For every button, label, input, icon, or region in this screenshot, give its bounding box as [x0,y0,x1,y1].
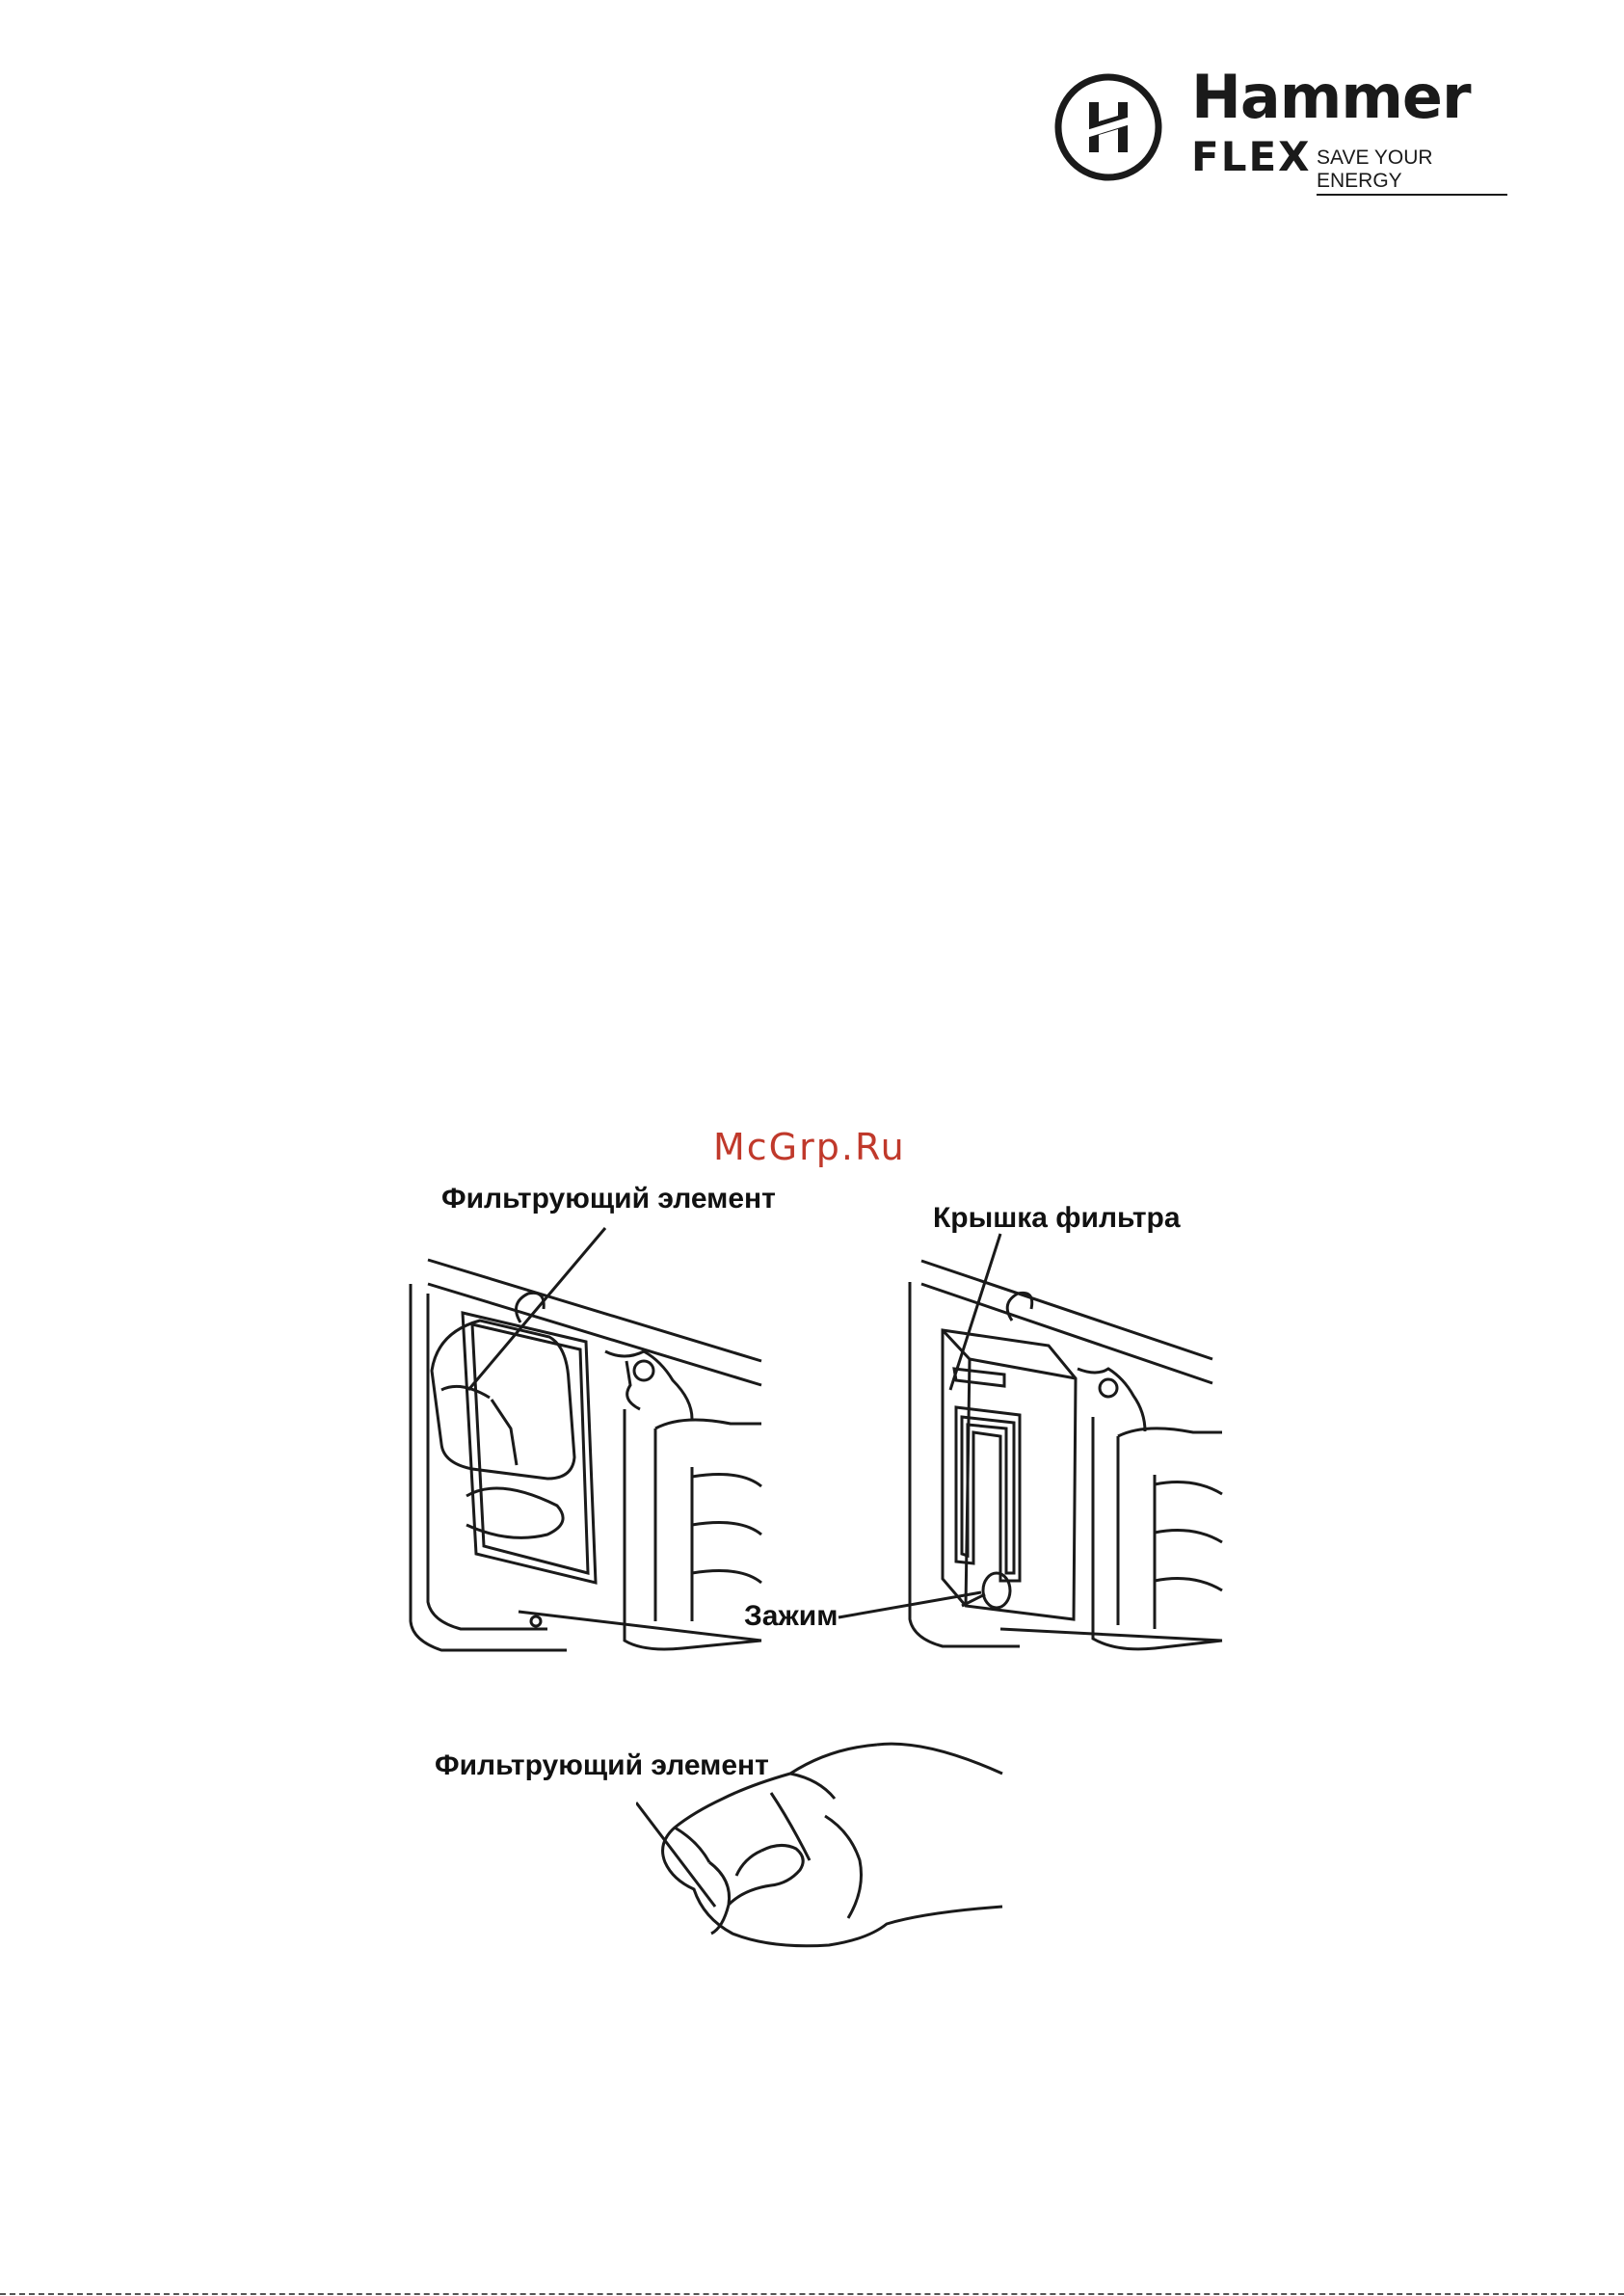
brand-name: Hammer [1191,62,1471,132]
hand-squeeze-illustration [636,1735,1022,1966]
filter-element-illustration [403,1216,769,1660]
hammer-logo-icon [1054,73,1162,181]
filter-element-bottom-label: Фильтрующий элемент [435,1749,769,1781]
watermark-text: McGrp.Ru [713,1126,906,1168]
brand-tagline: SAVE YOUR ENERGY [1317,147,1507,196]
brand-sub: FLEX [1191,133,1312,180]
filter-element-label: Фильтрующий элемент [441,1183,776,1215]
clamp-label: Зажим [744,1600,839,1632]
footer-rule [0,2293,1624,2295]
filter-cover-label: Крышка фильтра [933,1202,1181,1234]
brand-logo [1054,62,1507,192]
clamp-pointer [837,1589,991,1627]
